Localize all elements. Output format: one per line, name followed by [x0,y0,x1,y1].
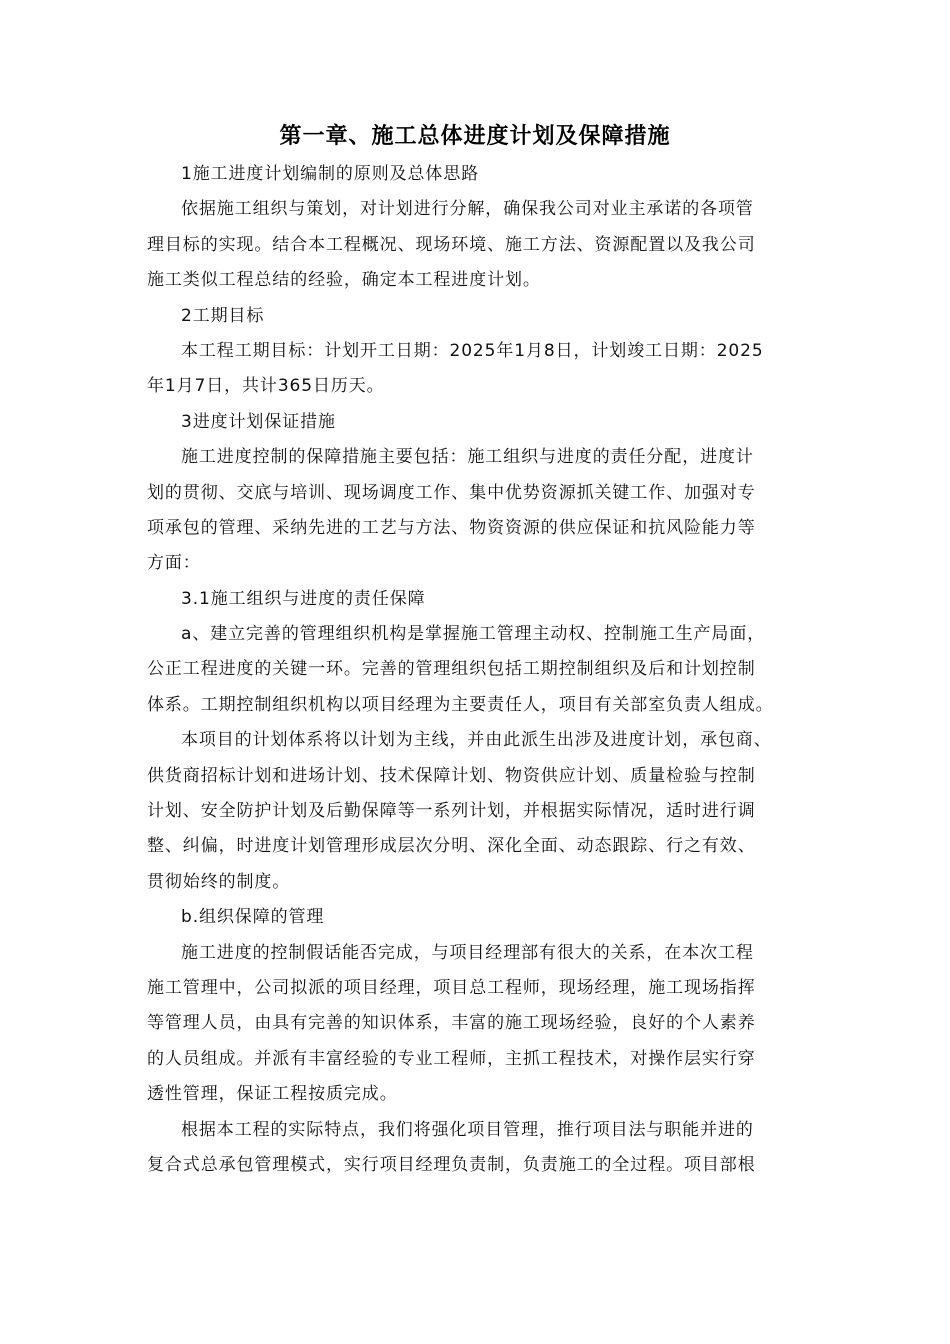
section-heading: 1施工进度计划编制的原则及总体思路 [181,164,480,184]
chapter-title: 第一章、施工总体进度计划及保障措施 [279,123,671,149]
paragraph-line: 方面： [147,553,201,574]
paragraph-line: 施工进度控制的保障措施主要包括：施工组织与进度的责任分配，进度计 [181,447,754,468]
subsection-heading: b.组织保障的管理 [181,907,325,928]
paragraph-line: 的人员组成。并派有丰富经验的专业工程师，主抓工程技术，对操作层实行穿 [147,1048,756,1069]
paragraph-line: 体系。工期控制组织机构以项目经理为主要责任人，项目有关部室负责人组成。 [147,694,774,715]
paragraph-line: 计划、安全防护计划及后勤保障等一系列计划，并根据实际情况，适时进行调 [147,801,756,822]
document-body [147,157,807,1183]
subsection-heading: 3.1施工组织与进度的责任保障 [181,588,426,609]
paragraph-line: 年1月7日，共计365日历天。 [147,376,385,397]
paragraph-line: 等管理人员，由具有完善的知识体系，丰富的施工现场经验，良好的个人素养 [147,1013,756,1034]
section-heading: 3进度计划保证措施 [181,411,336,432]
paragraph-line: 依据施工组织与策划，对计划进行分解，确保我公司对业主承诺的各项管 [181,199,754,220]
paragraph-line: 供货商招标计划和进场计划、技术保障计划、物资供应计划、质量检验与控制 [147,765,756,786]
paragraph-line: 透性管理，保证工程按质完成。 [147,1084,398,1105]
paragraph-line: 本项目的计划体系将以计划为主线，并由此派生出涉及进度计划，承包商、 [181,730,772,751]
paragraph-line: 项承包的管理、采纳先进的工艺与方法、物资资源的供应保证和抗风险能力等 [147,517,756,538]
paragraph-line: 施工进度的控制假话能否完成，与项目经理部有很大的关系，在本次工程 [181,942,754,963]
paragraph-line: 划的贯彻、交底与培训、现场调度工作、集中优势资源抓关键工作、加强对专 [147,482,756,503]
paragraph-line: 复合式总承包管理模式，实行项目经理负责制，负责施工的全过程。项目部根 [147,1154,756,1175]
paragraph-line: 本工程工期目标：计划开工日期：2025年1月8日，计划竣工日期：2025 [181,340,764,361]
paragraph-line: 整、纠偏，时进度计划管理形成层次分明、深化全面、动态跟踪、行之有效、 [147,836,756,857]
paragraph-line: 贯彻始终的制度。 [147,871,291,892]
section-heading: 2工期目标 [181,305,265,326]
paragraph-line: 根据本工程的实际特点，我们将强化项目管理，推行项目法与职能并进的 [181,1119,754,1140]
paragraph-line: 施工类似工程总结的经验，确定本工程进度计划。 [147,270,541,291]
paragraph-line: 理目标的实现。结合本工程概况、现场环境、施工方法、资源配置以及我公司 [147,234,756,255]
paragraph-line: 施工管理中，公司拟派的项目经理，项目总工程师，现场经理，施工现场指挥 [147,977,756,998]
paragraph-line: 公正工程进度的关键一环。完善的管理组织包括工期控制组织及后和计划控制 [147,659,756,680]
paragraph-line: a、建立完善的管理组织机构是掌握施工管理主动权、控制施工生产局面， [181,624,766,645]
